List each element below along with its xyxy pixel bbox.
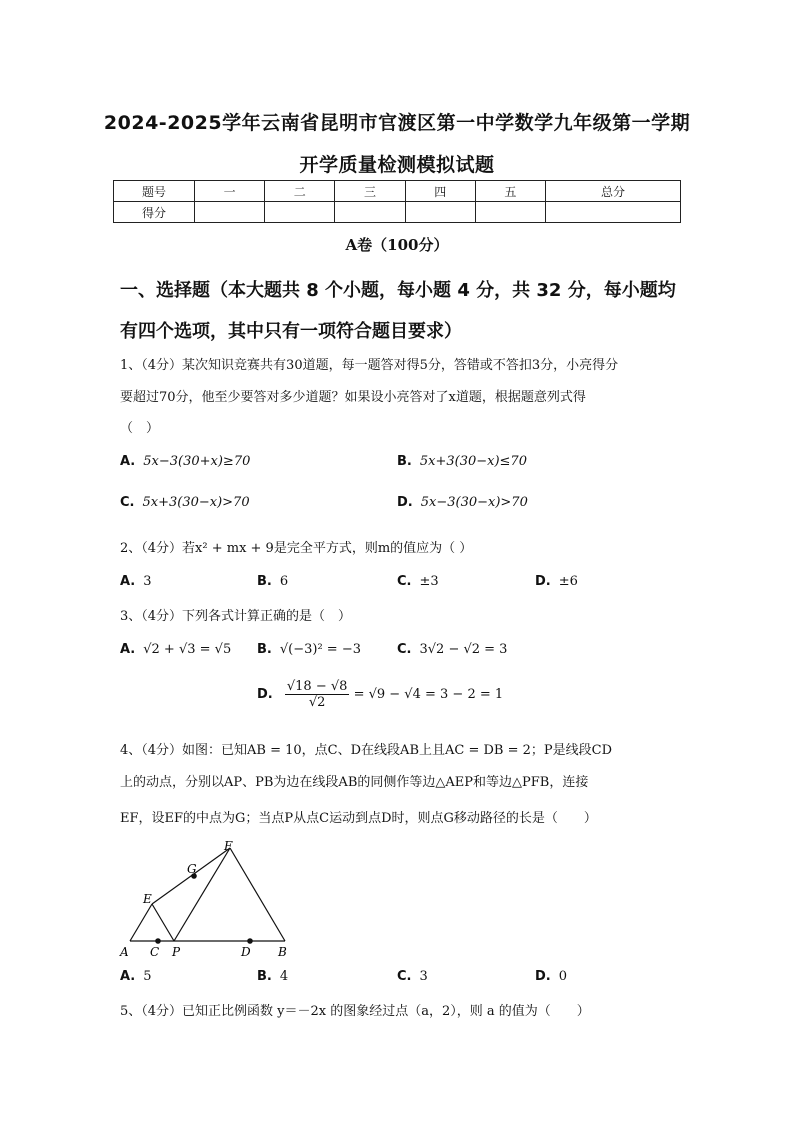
- option-expr: 0: [558, 969, 568, 984]
- point-d: [247, 938, 253, 944]
- page-subtitle: 开学质量检测模拟试题: [299, 154, 495, 176]
- option-expr: √(−3)² = −3: [279, 642, 361, 657]
- q1-option-a[interactable]: [120, 454, 250, 469]
- score-cell: 一: [195, 181, 265, 202]
- q4-stem-line3: EF，设EF的中点为G；当点P从点C运动到点D时，则点G移动路径的长是（ ）: [120, 811, 597, 826]
- q2-option-c[interactable]: [397, 574, 439, 589]
- score-cell: 二: [265, 181, 335, 202]
- q4-option-a[interactable]: [120, 969, 152, 984]
- option-label: A.: [120, 454, 136, 469]
- q1-stem-line1: 1、（4分）某次知识竞赛共有30道题，每一题答对得5分，答错或不答扣3分，小亮得分: [120, 358, 619, 373]
- label-e: E: [143, 892, 152, 906]
- q2-option-b[interactable]: [257, 574, 288, 589]
- option-expr: 6: [279, 574, 289, 589]
- section-heading-line2: 有四个选项，其中只有一项符合题目要求）: [120, 321, 462, 342]
- option-expr: 5: [143, 969, 152, 984]
- score-cell: 总分: [546, 181, 681, 202]
- option-expr: ±3: [419, 574, 439, 589]
- option-label: B.: [397, 454, 412, 469]
- option-label: B.: [257, 642, 272, 657]
- segment-fb: [230, 848, 285, 941]
- score-table: [113, 180, 681, 223]
- option-label: C.: [397, 642, 412, 657]
- q3-stem: 3、（4分）下列各式计算正确的是（ ）: [120, 609, 352, 624]
- q1-option-d[interactable]: [397, 495, 528, 510]
- option-expr: 5x+3(30−x)≤70: [419, 454, 527, 469]
- label-f: F: [224, 839, 233, 853]
- volume-title: A卷（100分）: [345, 236, 449, 254]
- score-input-cell[interactable]: [265, 202, 335, 223]
- score-cell: 四: [405, 181, 475, 202]
- option-label: C.: [397, 969, 412, 984]
- option-expr: 3√2 − √2 = 3: [419, 642, 508, 657]
- option-expr: 3: [143, 574, 152, 589]
- option-label: D.: [397, 495, 413, 510]
- q1-answer-bracket: （ ）: [120, 421, 160, 436]
- option-expr: 5x−3(30−x)>70: [420, 495, 528, 510]
- score-cell: 三: [335, 181, 405, 202]
- label-g: G: [187, 862, 197, 876]
- q3-option-a[interactable]: [120, 642, 231, 657]
- q3-option-c[interactable]: [397, 642, 507, 657]
- score-input-cell[interactable]: [335, 202, 405, 223]
- segment-ef: [152, 848, 230, 904]
- q2-option-d[interactable]: [535, 574, 578, 589]
- label-d: D: [241, 945, 251, 959]
- q5-stem: 5、（4分）已知正比例函数 y＝－2x 的图象经过点（a，2），则 a 的值为（ ）: [120, 1004, 590, 1019]
- label-a: A: [120, 945, 129, 959]
- q4-option-d[interactable]: [535, 969, 567, 984]
- option-expr: 3: [419, 969, 428, 984]
- option-label: D.: [257, 687, 273, 702]
- option-expr: 5x+3(30−x)>70: [142, 495, 250, 510]
- label-p: P: [172, 945, 181, 959]
- q2-stem: 2、（4分）若x² + mx + 9是完全平方式，则m的值应为（ ）: [120, 541, 473, 556]
- geometry-figure: [110, 836, 300, 962]
- section-heading-line1: 一、选择题（本大题共 8 个小题，每小题 4 分，共 32 分，每小题均: [120, 280, 676, 301]
- option-label: B.: [257, 574, 272, 589]
- q4-stem-line2: 上的动点，分别以AP、PB为边在线段AB的同侧作等边△AEP和等边△PFB，连接: [120, 775, 589, 790]
- score-cell-label: 题号: [114, 181, 195, 202]
- option-label: C.: [397, 574, 412, 589]
- option-label: C.: [120, 495, 135, 510]
- score-table-header-row: [114, 181, 681, 202]
- option-expr: 4: [279, 969, 289, 984]
- point-c: [155, 938, 161, 944]
- score-cell: 五: [475, 181, 545, 202]
- q3-option-b[interactable]: [257, 642, 361, 657]
- option-label: B.: [257, 969, 272, 984]
- score-input-cell[interactable]: [405, 202, 475, 223]
- score-table-score-row: [114, 202, 681, 223]
- fraction: [285, 679, 350, 710]
- score-row-label: 得分: [114, 202, 195, 223]
- q4-option-c[interactable]: [397, 969, 428, 984]
- option-label: D.: [535, 574, 551, 589]
- page-title: 2024-2025学年云南省昆明市官渡区第一中学数学九年级第一学期: [103, 112, 691, 134]
- q4-stem-line1: 4、（4分）如图：已知AB = 10，点C、D在线段AB上且AC = DB = 2；P是线段CD: [120, 743, 613, 758]
- score-input-cell[interactable]: [475, 202, 545, 223]
- score-input-cell[interactable]: [546, 202, 681, 223]
- q1-stem-line2: 要超过70分，他至少要答对多少道题？如果设小亮答对了x道题，根据题意列式得: [120, 390, 586, 405]
- fraction-denominator: √2: [308, 695, 326, 710]
- option-expr: ±6: [558, 574, 578, 589]
- option-expr: 5x−3(30+x)≥70: [143, 454, 251, 469]
- label-c: C: [150, 945, 160, 959]
- option-expr-rest: = √9 − √4 = 3 − 2 = 1: [353, 687, 504, 702]
- segment-ae: [130, 904, 152, 941]
- option-label: A.: [120, 574, 136, 589]
- q3-option-d[interactable]: [257, 679, 503, 710]
- score-input-cell[interactable]: [195, 202, 265, 223]
- q4-option-b[interactable]: [257, 969, 288, 984]
- segment-pf: [174, 848, 230, 941]
- q1-option-c[interactable]: [120, 495, 250, 510]
- q1-option-b[interactable]: [397, 454, 527, 469]
- segment-ep: [152, 904, 174, 941]
- label-b: B: [278, 945, 287, 959]
- option-label: A.: [120, 969, 136, 984]
- option-label: A.: [120, 642, 136, 657]
- option-expr: √2 + √3 = √5: [143, 642, 232, 657]
- fraction-numerator: √18 − √8: [286, 679, 348, 694]
- q2-option-a[interactable]: [120, 574, 152, 589]
- option-label: D.: [535, 969, 551, 984]
